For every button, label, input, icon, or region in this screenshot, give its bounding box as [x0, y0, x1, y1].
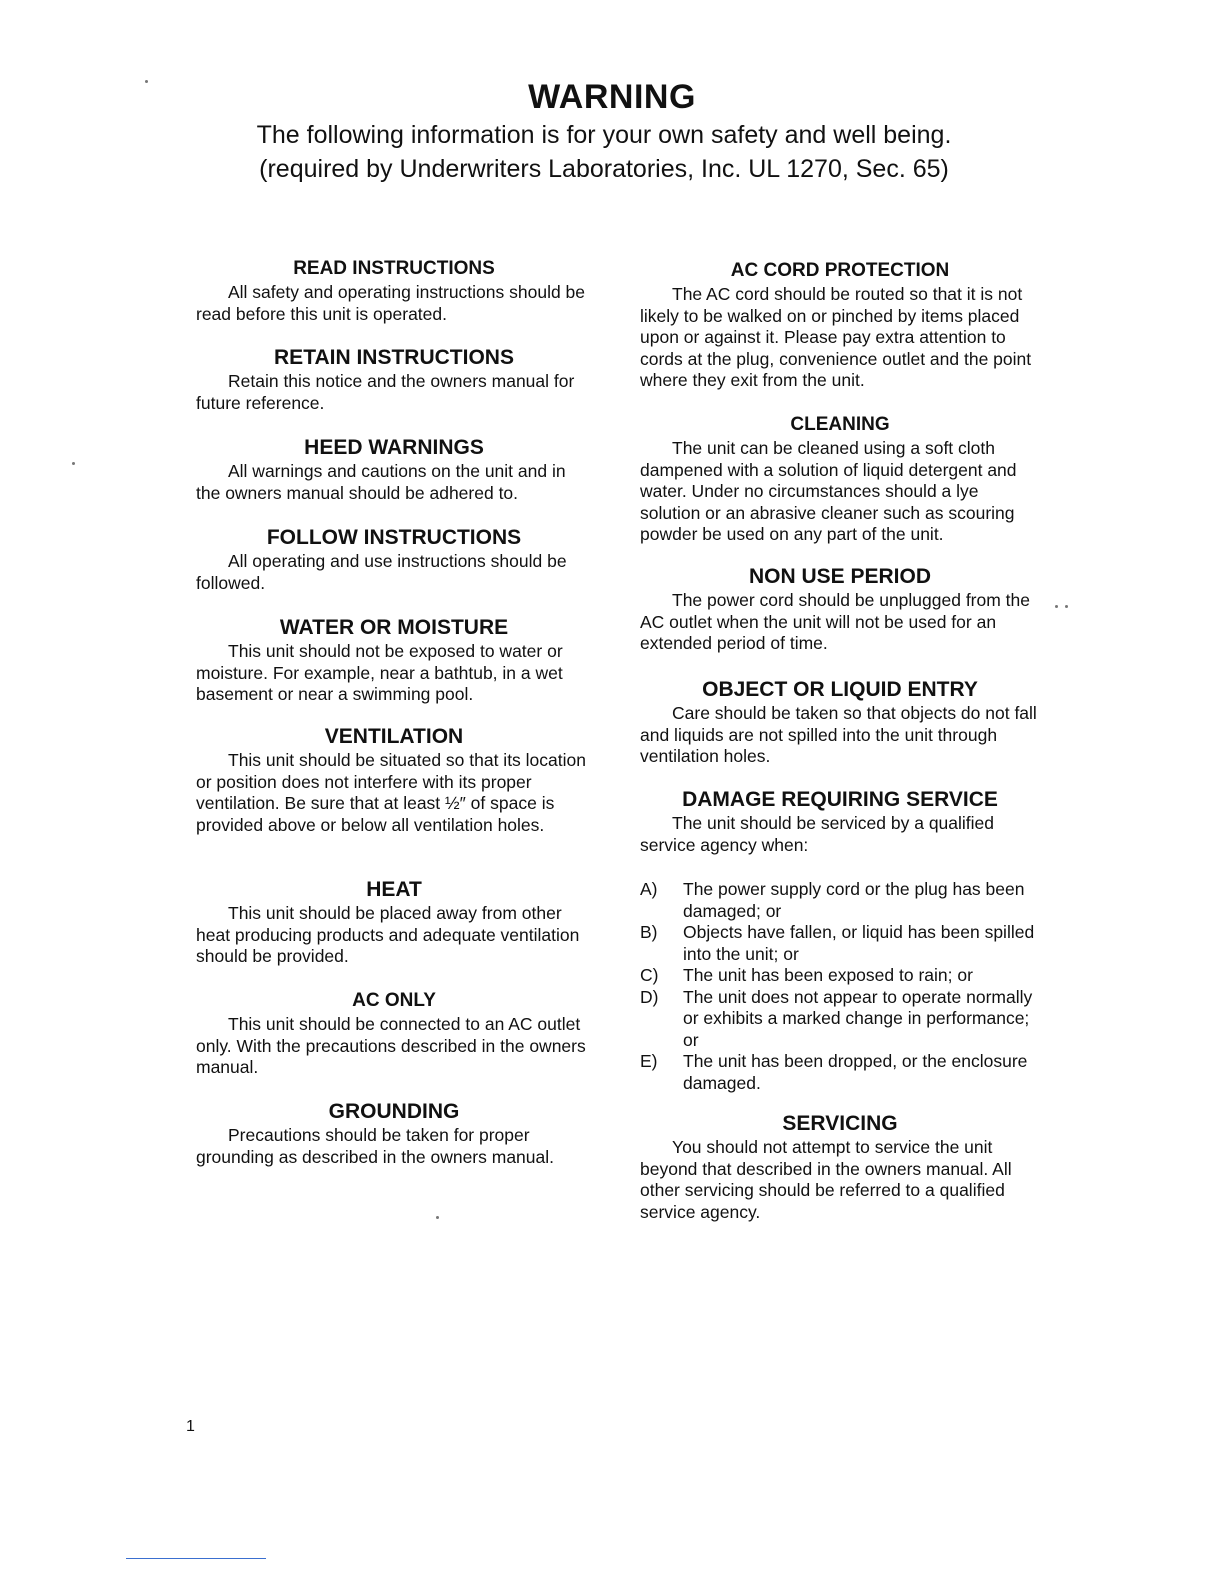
subtitle-line-1: The following information is for your own safety and well being. — [256, 121, 952, 149]
section-text: You should not attempt to service the unit beyond that described in the owners manual. All other servicing should be referred to a qualified service agency. — [640, 1137, 1012, 1222]
section-text: The unit can be cleaned using a soft cloth dampened with a solution of liquid detergent and water. Under no circumstances should a lye solution or an abrasive cleaner such as scouring powder be used on any part of the unit. — [640, 438, 1017, 544]
section-heading: READ INSTRUCTIONS — [293, 258, 495, 279]
section-heading: VENTILATION — [324, 725, 464, 748]
section-text: All warnings and cautions on the unit and in the owners manual should be adhered to. — [196, 461, 566, 503]
section-text: The unit should be serviced by a qualified service agency when: — [640, 813, 995, 855]
section-text: The AC cord should be routed so that it is not likely to be walked on or pinched by items placed upon or against it. Please pay extra attention to cords at the plug, convenience outlet and the point where they exit from the unit. — [640, 284, 1032, 390]
section-heading: AC CORD PROTECTION — [730, 260, 950, 281]
section-non-use-period — [640, 564, 1040, 655]
section-heading: AC ONLY — [352, 990, 436, 1011]
section-heading: CLEANING — [790, 414, 890, 435]
section-heading: NON USE PERIOD — [748, 565, 932, 588]
section-water-or-moisture — [196, 615, 592, 706]
section-heed-warnings — [196, 435, 592, 504]
subtitle-line-2: (required by Underwriters Laboratories, Inc. UL 1270, Sec. 65) — [259, 155, 949, 183]
section-damage-requiring-service — [640, 787, 1040, 856]
scan-speck — [1055, 605, 1058, 608]
section-follow-instructions — [196, 525, 592, 594]
section-heading: DAMAGE REQUIRING SERVICE — [682, 788, 998, 811]
list-text: The power supply cord or the plug has been damaged; or — [683, 879, 1025, 921]
section-object-or-liquid-entry — [640, 677, 1040, 768]
damage-conditions-list — [640, 879, 1040, 1094]
scan-speck — [145, 80, 148, 83]
section-text: This unit should be connected to an AC outlet only. With the precautions described in the owners manual. — [196, 1014, 586, 1077]
section-text: This unit should be situated so that its location or position does not interfere with its proper ventilation. Be sure that at least ½″ of space is provided above or below all ventilation holes. — [196, 750, 586, 835]
list-item — [640, 965, 1040, 987]
list-text: The unit does not appear to operate normally or exhibits a marked change in performance; or — [683, 986, 1033, 1050]
section-text: All operating and use instructions should be followed. — [196, 551, 567, 593]
list-marker: C) — [640, 965, 659, 985]
section-heading: HEAT — [366, 878, 422, 901]
scan-speck — [436, 1216, 439, 1219]
section-servicing — [640, 1111, 1040, 1223]
section-heading: GROUNDING — [328, 1100, 460, 1123]
section-heading: HEED WARNINGS — [304, 436, 484, 459]
page-number: 1 — [186, 1418, 195, 1435]
section-ac-only — [196, 988, 592, 1079]
section-grounding — [196, 1099, 592, 1168]
list-marker: E) — [640, 1051, 658, 1071]
section-text: Precautions should be taken for proper grounding as described in the owners manual. — [196, 1125, 554, 1167]
list-item — [640, 987, 1040, 1052]
section-text: This unit should be placed away from other heat producing products and adequate ventilation should be provided. — [196, 903, 580, 966]
section-heading: OBJECT OR LIQUID ENTRY — [702, 678, 978, 701]
list-text: The unit has been dropped, or the enclosure damaged. — [683, 1051, 1028, 1093]
page-title: WARNING — [528, 78, 696, 116]
list-item — [640, 1051, 1040, 1094]
section-heading: WATER OR MOISTURE — [279, 616, 509, 639]
section-text: Retain this notice and the owners manual for future reference. — [196, 371, 575, 413]
list-text: Objects have fallen, or liquid has been spilled into the unit; or — [683, 922, 1035, 964]
section-text: This unit should not be exposed to water or moisture. For example, near a bathtub, in a wet basement or near a swimming pool. — [196, 641, 563, 704]
list-item — [640, 922, 1040, 965]
section-cleaning — [640, 412, 1040, 546]
section-text: The power cord should be unplugged from the AC outlet when the unit will not be used for an extended period of time. — [640, 590, 1031, 653]
section-heading: FOLLOW INSTRUCTIONS — [266, 526, 522, 549]
section-ventilation — [196, 724, 592, 836]
scan-speck — [72, 462, 75, 465]
list-item — [640, 879, 1040, 922]
section-heading: SERVICING — [782, 1112, 898, 1135]
section-heat — [196, 877, 592, 968]
list-marker: D) — [640, 986, 659, 1007]
section-text: Care should be taken so that objects do not fall and liquids are not spilled into the unit through ventilation holes. — [640, 703, 1037, 766]
footer-rule — [126, 1558, 266, 1559]
section-text: All safety and operating instructions should be read before this unit is operated. — [196, 282, 586, 324]
list-marker: A) — [640, 879, 658, 899]
list-text: The unit has been exposed to rain; or — [683, 965, 973, 985]
section-heading: RETAIN INSTRUCTIONS — [274, 346, 514, 369]
section-retain-instructions — [196, 345, 592, 414]
list-marker: B) — [640, 922, 658, 942]
section-ac-cord-protection — [640, 258, 1040, 392]
section-read-instructions — [196, 256, 592, 325]
scan-speck — [1065, 605, 1068, 608]
